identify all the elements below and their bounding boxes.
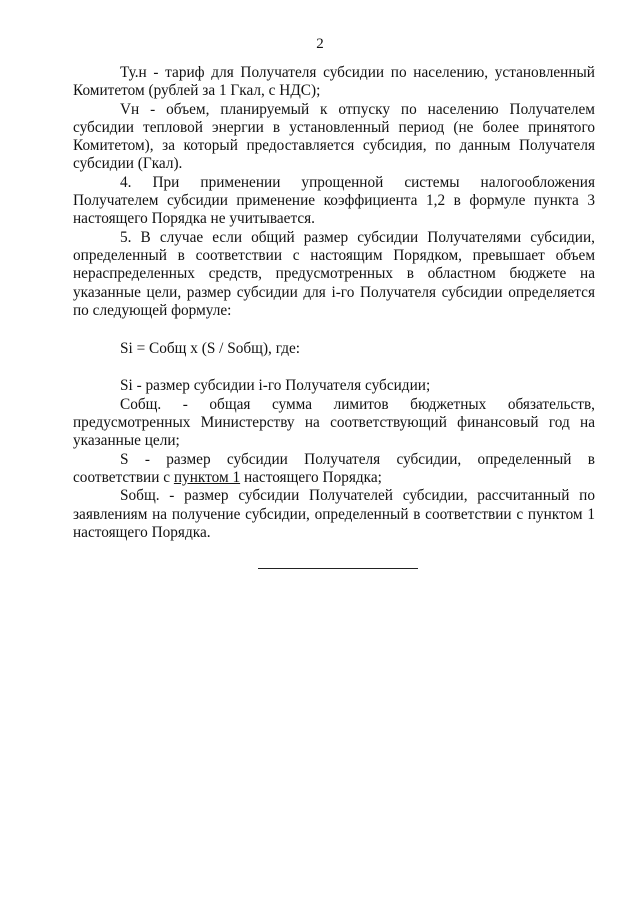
si-definition: Si - размер субсидии i-го Получателя субсидии; bbox=[120, 377, 431, 395]
c-total-definition: Собщ. - общая сумма лимитов бюджетных обязательств, предусмотренных Министерству на соответствующий финансовый год на указанные цели; bbox=[73, 395, 595, 450]
tariff-definition: Ту.н - тариф для Получателя субсидии по населению, установленный Комитетом (рублей за 1 Гкал, с НДС); bbox=[73, 64, 595, 100]
s-definition-text: S - размер субсидии Получателя субсидии, определенный в соответствии с bbox=[73, 450, 595, 486]
clause-5: 5. В случае если общий размер субсидии Получателями субсидии, определенный в соответствии с настоящим Порядком, превышает объем нераспределенных средств, предусмотренных в областном бюджете на указанные цели, размер субсидии для i-го Получателя субсидии определяется по следующей формуле: bbox=[73, 228, 595, 319]
s-total-definition: Sобщ. - размер субсидии Получателей субсидии, рассчитанный по заявлениям на получение субсидии, определенный в соответствии с пунктом 1 настоящего Порядка. bbox=[73, 487, 595, 541]
page-number: 2 bbox=[316, 36, 324, 52]
end-of-document-line bbox=[258, 568, 418, 569]
volume-definition: Vн - объем, планируемый к отпуску по населению Получателем субсидии тепловой энергии в установленный период (не более принятого Комитетом), за который предоставляется субсидия, по данным Получателя субсидии (Гкал). bbox=[73, 100, 595, 173]
spacer bbox=[73, 358, 595, 377]
clause-1-link[interactable]: пунктом 1 bbox=[173, 468, 241, 486]
document-body bbox=[73, 64, 595, 542]
clause-4: 4. При применении упрощенной системы налогообложения Получателем субсидии применение коэффициента 1,2 в формуле пункта 3 настоящего Порядка не учитывается. bbox=[73, 173, 595, 228]
spacer bbox=[73, 320, 595, 340]
s-definition-tail: настоящего Порядка; bbox=[240, 468, 382, 486]
subsidy-formula: Si = Собщ x (S / Sобщ), где: bbox=[120, 340, 301, 358]
s-definition bbox=[73, 451, 595, 488]
